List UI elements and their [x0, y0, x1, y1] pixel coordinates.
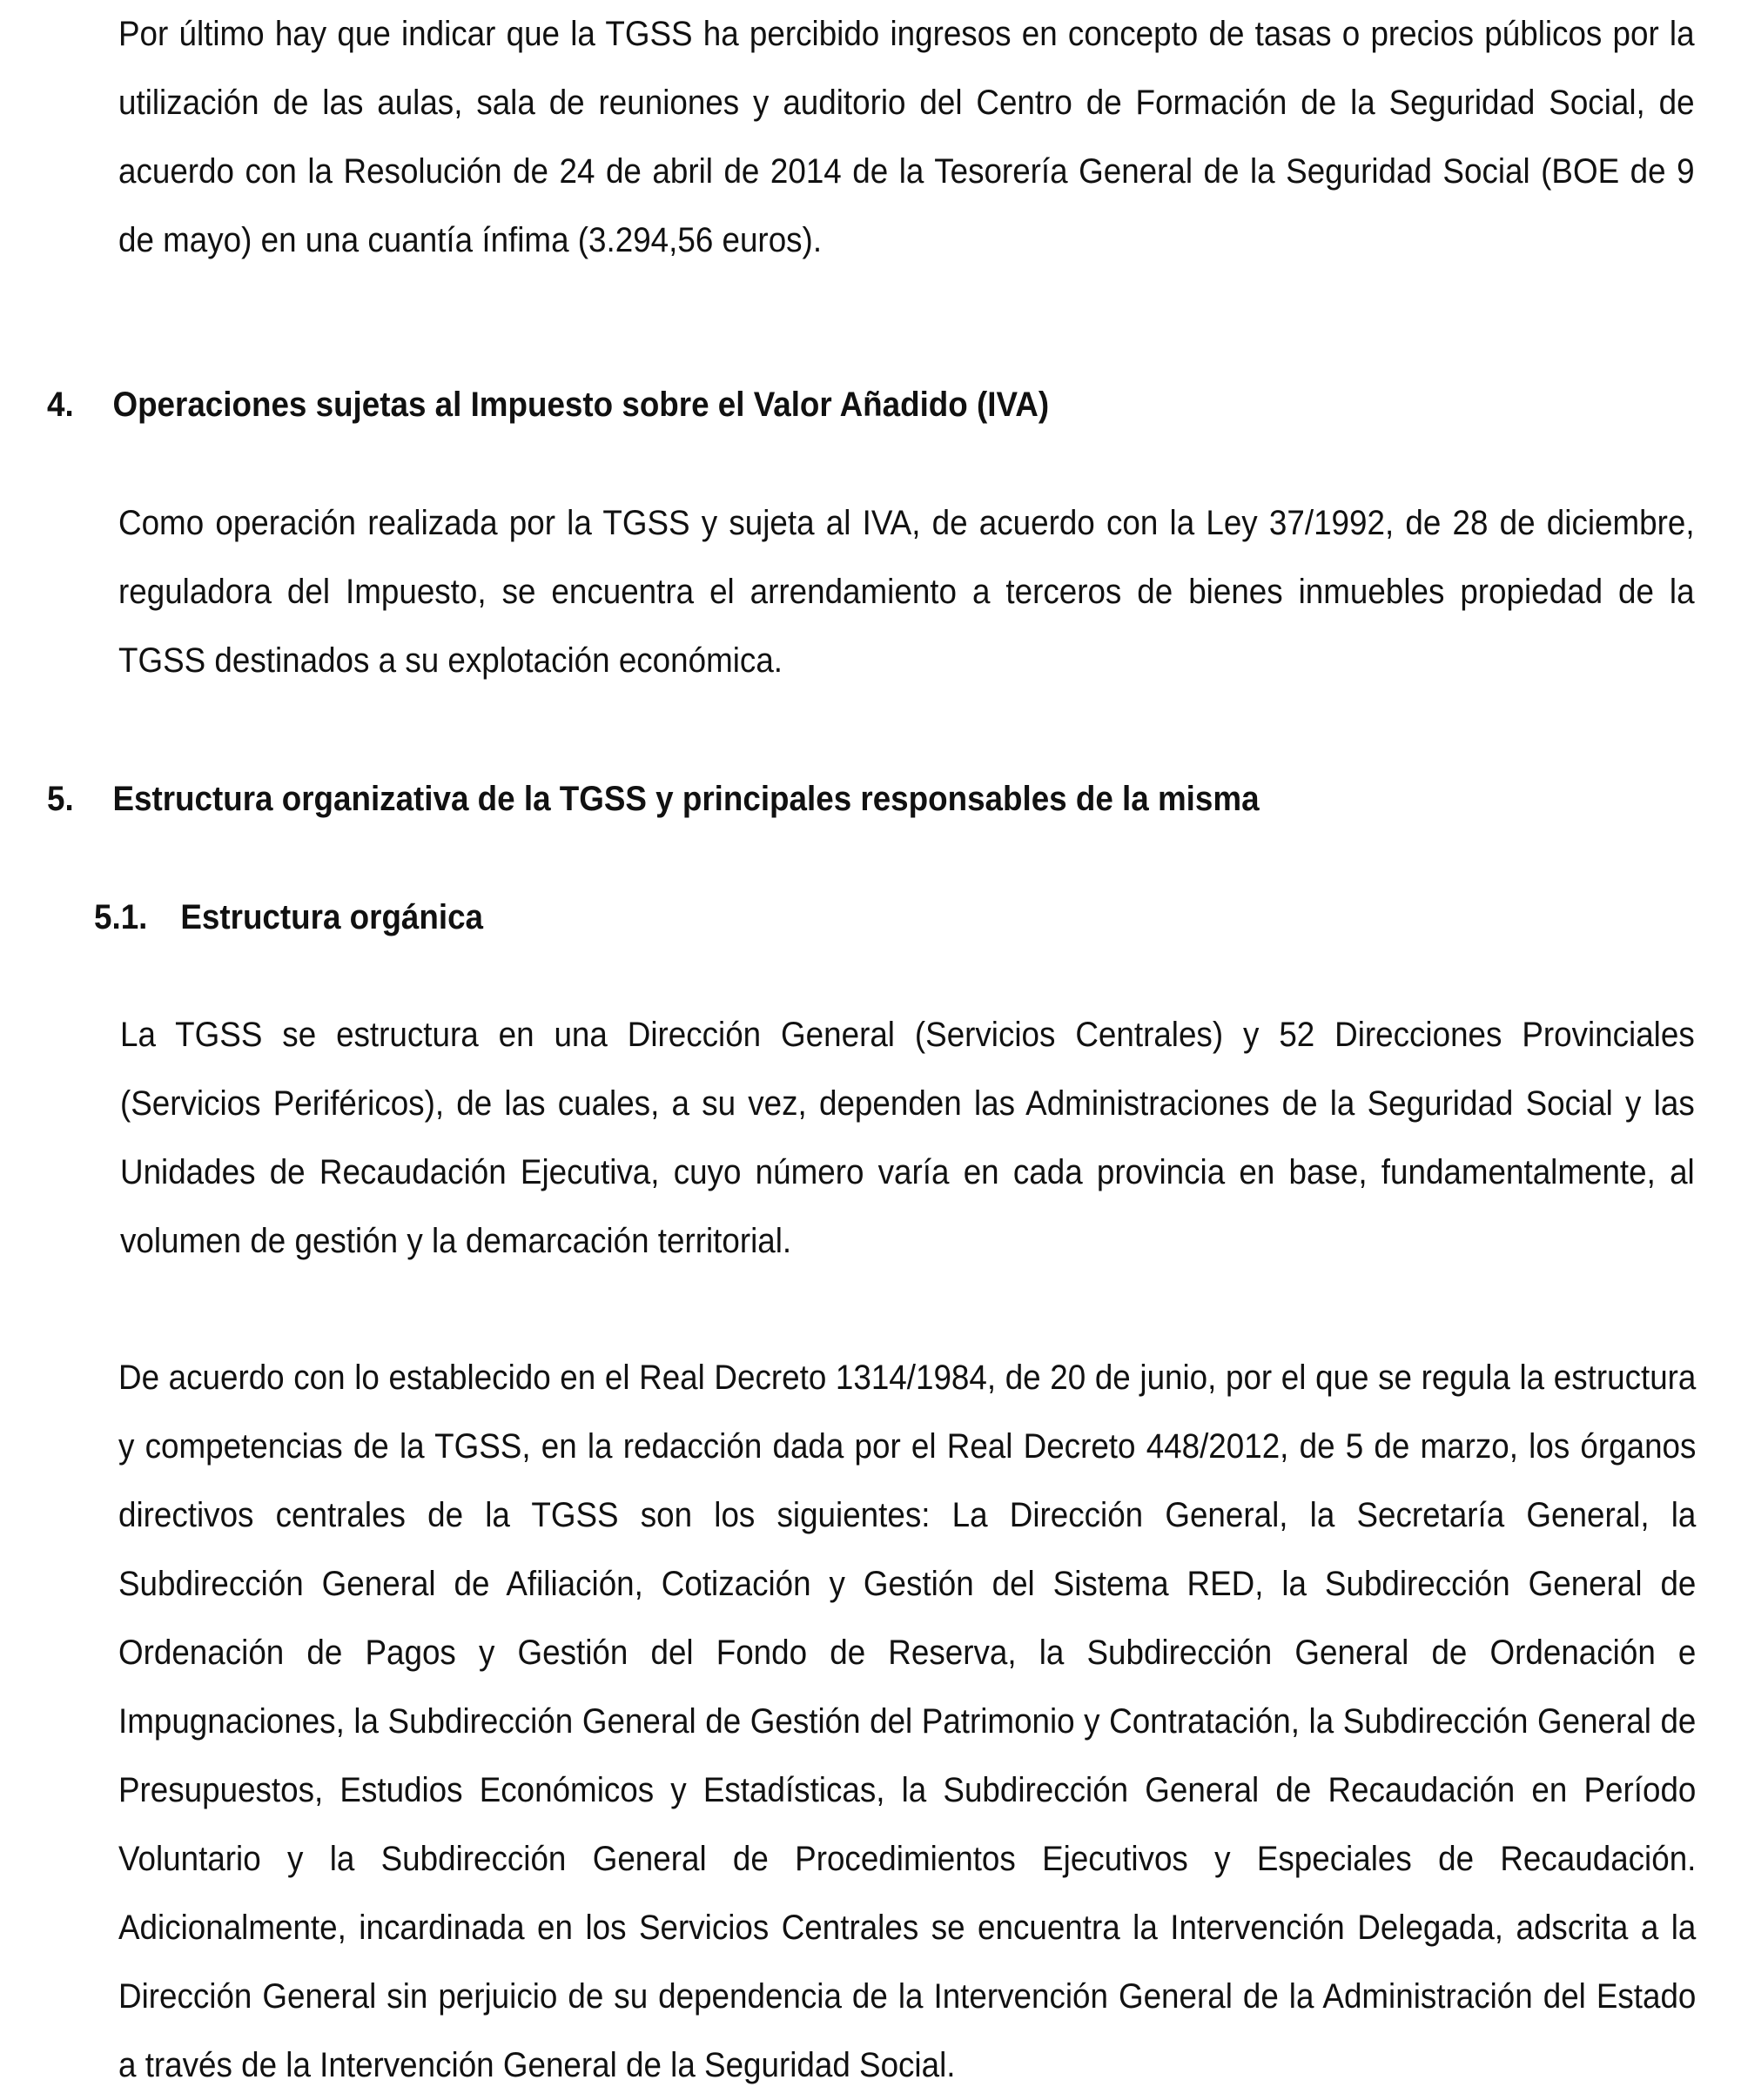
section-4-paragraph: Como operación realizada por la TGSS y sujeta al IVA, de acuerdo con la Ley 37/1992, de 28 de diciembre, reguladora del Impuesto, se encuentra el arrendamiento a terceros de bienes inmuebles propiedad de la TGSS destinados a su explotación económica. [118, 504, 1695, 680]
subsection-5-1-title: Estructura orgánica [180, 898, 484, 936]
subsection-5-1-paragraph-1: La TGSS se estructura en una Dirección General (Servicios Centrales) y 52 Direcciones Provinciales (Servicios Periféricos), de las cuales, a su vez, dependen las Administraciones de la Seguridad Social y las Unidades de Recaudación Ejecutiva, cuyo número varía en cada provincia en base, fundamentalmente, al volumen de gestión y la demarcación territorial. [120, 1016, 1695, 1260]
section-5-number: 5. [47, 780, 74, 818]
section-4-number: 4. [47, 386, 74, 424]
subsection-5-1-heading [94, 891, 483, 943]
section-4-heading [47, 379, 1049, 431]
subsection-5-1-number: 5.1. [94, 898, 148, 936]
intro-paragraph: Por último hay que indicar que la TGSS ha percibido ingresos en concepto de tasas o precios públicos por la utilización de las aulas, sala de reuniones y auditorio del Centro de Formación de la Seguridad Social, de acuerdo con la Resolución de 24 de abril de 2014 de la Tesorería General de la Seguridad Social (BOE de 9 de mayo) en una cuantía ínfima (3.294,56 euros). [118, 15, 1695, 259]
section-4-title: Operaciones sujetas al Impuesto sobre el Valor Añadido (IVA) [112, 386, 1050, 424]
subsection-5-1-paragraph-2: De acuerdo con lo establecido en el Real Decreto 1314/1984, de 20 de junio, por el que se regula la estructura y competencias de la TGSS, en la redacción dada por el Real Decreto 448/2012, de 5 de marzo, los órganos directivos centrales de la TGSS son los siguientes: La Dirección General, la Secretaría General, la Subdirección General de Afiliación, Cotización y Gestión del Sistema RED, la Subdirección General de Ordenación de Pagos y Gestión del Fondo de Reserva, la Subdirección General de Ordenación e Impugnaciones, la Subdirección General de Gestión del Patrimonio y Contratación, la Subdirección General de Presupuestos, Estudios Económicos y Estadísticas, la Subdirección General de Recaudación en Período Voluntario y la Subdirección General de Procedimientos Ejecutivos y Especiales de Recaudación. Adicionalmente, incardinada en los Servicios Centrales se encuentra la Intervención Delegada, adscrita a la Dirección General sin perjuicio de su dependencia de la Intervención General de la Administración del Estado a través de la Intervención General de la Seguridad Social. [118, 1359, 1697, 2084]
section-5-title: Estructura organizativa de la TGSS y principales responsables de la misma [112, 780, 1260, 818]
section-5-heading [47, 773, 1260, 825]
